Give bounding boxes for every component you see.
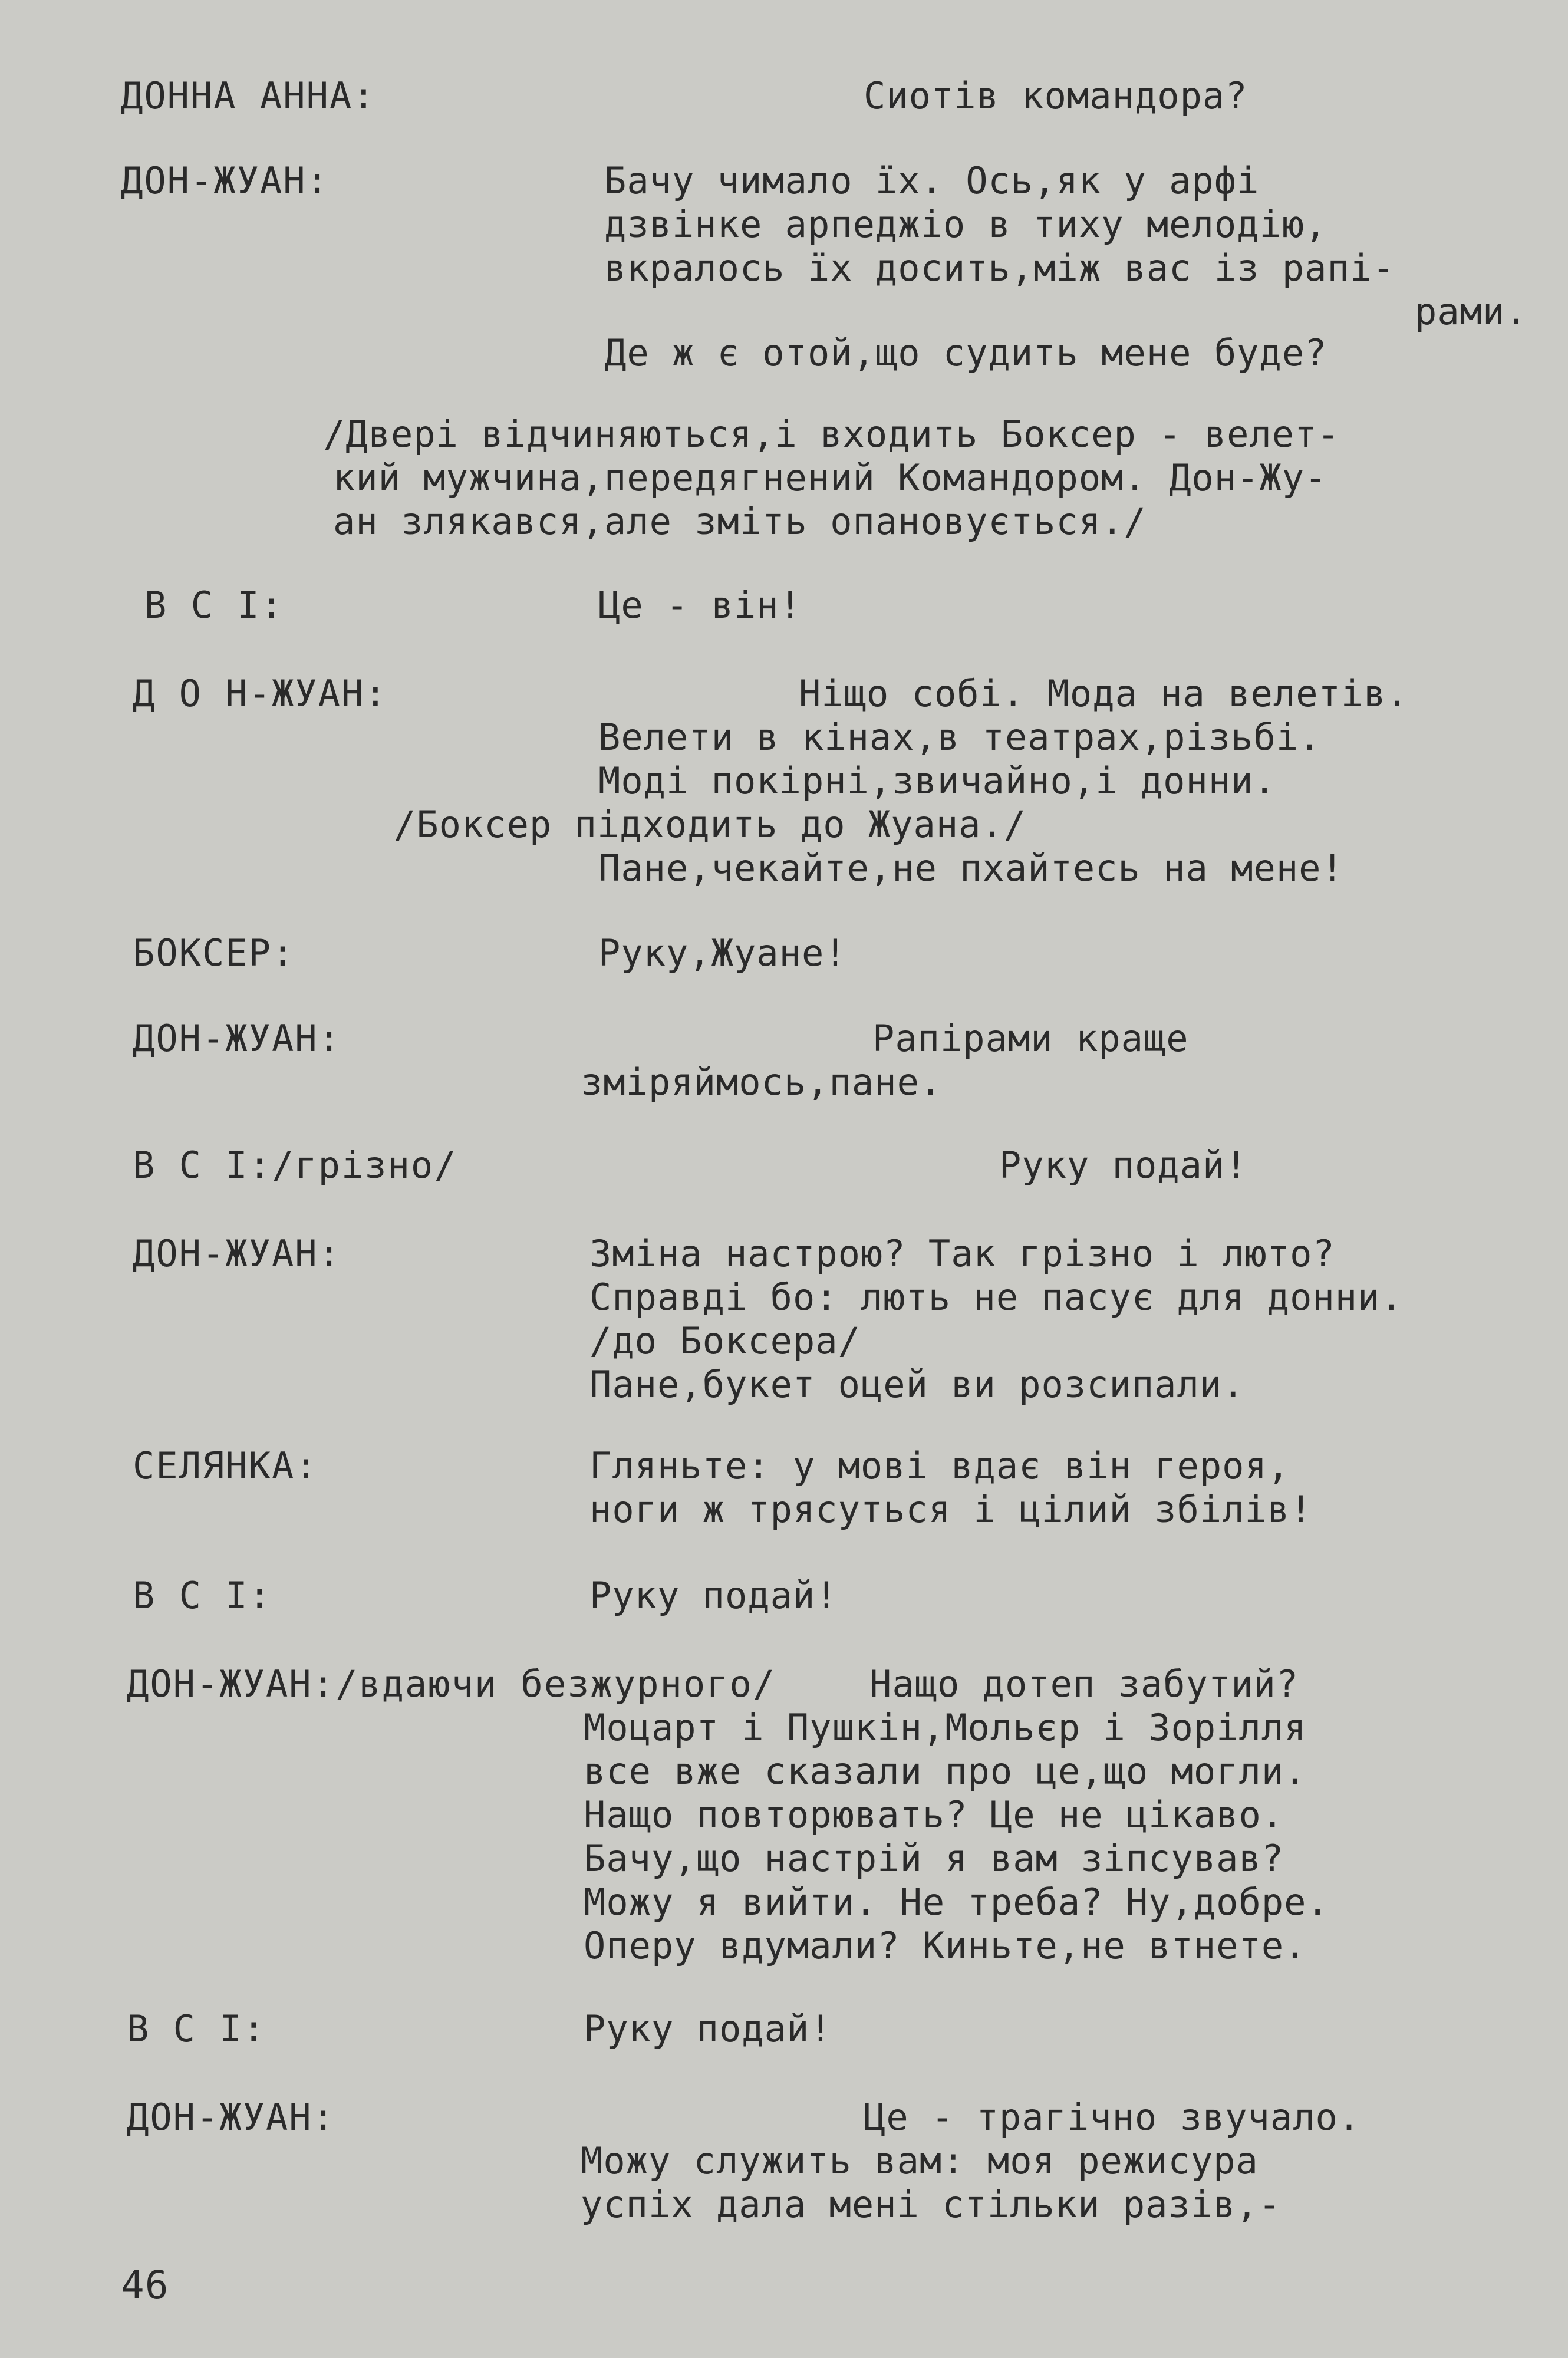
dialogue-line: зміряймось,пане. (581, 1061, 943, 1104)
dialogue-line: Моді покірні,звичайно,і донни. (598, 759, 1276, 802)
dialogue-line: Сиотів командора? (864, 74, 1248, 117)
dialogue-line: Рапірами краще (872, 1017, 1189, 1060)
stage-direction: /до Боксера/ (589, 1319, 861, 1362)
speaker-label: В С І:/грізно/ (133, 1144, 457, 1187)
speaker-label: СЕЛЯНКА: (133, 1444, 318, 1487)
dialogue-line: Ніщо собі. Мода на велетів. (799, 672, 1409, 715)
dialogue-line: все вже сказали про це,що могли. (584, 1750, 1307, 1793)
dialogue-line: Моцарт і Пушкін,Мольєр і Зорілля (584, 1706, 1307, 1749)
speaker-label: Д О Н-ЖУАН: (133, 672, 388, 715)
page-number: 46 (121, 2263, 169, 2308)
dialogue-line: Зміна настрою? Так грізно і люто? (589, 1232, 1335, 1275)
dialogue-line: Руку подай! (584, 2007, 832, 2050)
stage-direction: /Двері відчиняються,і входить Боксер - велет- (323, 413, 1340, 456)
dialogue-line: ноги ж трясуться і цілий збілів! (589, 1488, 1313, 1531)
speaker-label: В С І: (144, 584, 284, 627)
dialogue-line: Це - трагічно звучало. (864, 2096, 1361, 2139)
dialogue-line: Велети в кінах,в театрах,різьбі. (598, 716, 1322, 759)
dialogue-line: рами. (1415, 290, 1528, 333)
speaker-label: ДОННА АННА: (121, 74, 376, 117)
speaker-label: ДОН-ЖУАН: (133, 1232, 341, 1275)
speaker-label: В С І: (127, 2007, 266, 2050)
dialogue-line: Нащо повторювать? Це не цікаво. (584, 1793, 1284, 1836)
dialogue-line: Руку,Жуане! (598, 931, 847, 974)
dialogue-line: Де ж є отой,що судить мене буде? (604, 331, 1327, 374)
dialogue-line: Руку подай! (999, 1144, 1248, 1187)
stage-direction: кий мужчина,передягнений Командором. Дон-Жу- (333, 456, 1327, 499)
dialogue-line: Пане,букет оцей ви розсипали. (589, 1363, 1245, 1406)
dialogue-line: Можу служить вам: моя режисура (581, 2139, 1259, 2182)
dialogue-line: Бачу,що настрій я вам зіпсував? (584, 1837, 1284, 1880)
stage-direction: /Боксер підходить до Жуана./ (394, 803, 1027, 846)
speaker-label: ДОН-ЖУАН: (127, 2096, 335, 2139)
stage-direction: ан злякався,але зміть опановується./ (333, 500, 1147, 543)
speaker-label: ДОН-ЖУАН:/вдаючи безжурного/ (127, 1662, 776, 1705)
dialogue-line: вкралось їх досить,між вас із рапі- (604, 246, 1395, 289)
dialogue-line: Гляньте: у мові вдає він героя, (589, 1444, 1290, 1487)
speaker-label: В С І: (133, 1574, 272, 1617)
dialogue-line: Руку подай! (589, 1574, 838, 1617)
dialogue-line: дзвінке арпеджіо в тиху мелодію, (604, 203, 1327, 246)
dialogue-line: Бачу чимало їх. Ось,як у арфі (604, 159, 1260, 202)
speaker-label: БОКСЕР: (133, 931, 295, 974)
dialogue-line: Пане,чекайте,не пхайтесь на мене! (598, 847, 1344, 890)
dialogue-line: Оперу вдумали? Киньте,не втнете. (584, 1924, 1307, 1967)
dialogue-line: Справді бо: лють не пасує для донни. (589, 1276, 1403, 1319)
dialogue-line: успіх дала мені стільки разів,- (581, 2183, 1282, 2226)
dialogue-line: Можу я вийти. Не треба? Ну,добре. (584, 1881, 1329, 1924)
dialogue-line: Це - він! (598, 584, 802, 627)
speaker-label: ДОН-ЖУАН: (133, 1017, 341, 1060)
speaker-label: ДОН-ЖУАН: (121, 159, 330, 202)
dialogue-line: Нащо дотеп забутий? (869, 1662, 1299, 1705)
